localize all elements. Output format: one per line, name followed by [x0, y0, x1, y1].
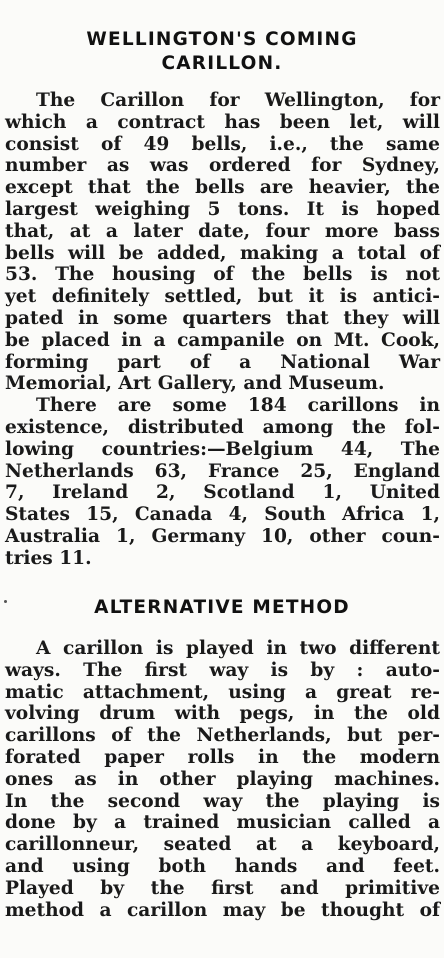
paragraph3-line: In the second way the playing is [5, 790, 440, 812]
paragraph1-line: forming part of a National War [5, 351, 440, 373]
paragraph1-line: largest weighing 5 tons. It is hoped [5, 198, 440, 220]
paragraph2-line: Australia 1, Germany 10, other coun- [5, 525, 440, 547]
paragraph3-line: forated paper rolls in the modern [5, 746, 440, 768]
headline-line-1: WELLINGTON'S COMING [86, 29, 358, 50]
paragraph1-line: which a contract has been let, will [5, 111, 440, 133]
paragraph3-line: volving drum with pegs, in the old [5, 703, 440, 725]
paragraph3-line: ways. The first way is by : auto- [5, 659, 440, 681]
paragraph3-line: method a carillon may be thought of [5, 899, 440, 921]
paragraph2-line: lowing countries:—Belgium 44, The [5, 438, 440, 460]
paragraph3-line: Played by the first and primitive [5, 877, 440, 899]
headline-line-2: CARILLON. [161, 53, 283, 74]
paragraph1-line: Memorial, Art Gallery, and Museum. [5, 373, 385, 395]
paragraph2-line: There are some 184 carillons in [36, 395, 440, 417]
paragraph1-line: except that the bells are heavier, the [5, 177, 440, 199]
paragraph3-line: carillons of the Netherlands, but per- [5, 725, 440, 747]
paragraph3-line: ones as in other playing machines. [5, 768, 440, 790]
paragraph3-line: matic attachment, using a great re- [5, 681, 440, 703]
paragraph1-line: bells will be added, making a total of [5, 242, 440, 264]
paragraph2-line: existence, distributed among the fol- [5, 416, 440, 438]
paragraph3-line: and using both hands and feet. [5, 855, 440, 877]
paragraph2-line: tries 11. [5, 547, 92, 569]
paragraph2-line: States 15, Canada 4, South Africa 1, [5, 504, 440, 526]
paragraph1-line: The Carillon for Wellington, for [36, 90, 440, 111]
paragraph3-line: carillonneur, seated at a keyboard, [5, 834, 440, 856]
paragraph1-line: number as was ordered for Sydney, [5, 155, 440, 177]
paragraph1-line: that, at a later date, four more bass [5, 220, 440, 242]
article-body-lower [0, 638, 444, 921]
section-heading: ALTERNATIVE METHOD [94, 597, 350, 618]
paragraph1-line: yet definitely settled, but it is antici- [5, 286, 440, 308]
paragraph1-line: 53. The housing of the bells is not [5, 264, 440, 286]
paragraph2-line: Netherlands 63, France 25, England [5, 460, 440, 482]
paragraph1-line: pated in some quarters that they will [5, 307, 440, 329]
paragraph3-line: done by a trained musician called a [5, 812, 440, 834]
paragraph1-line: consist of 49 bells, i.e., the same [5, 133, 440, 155]
paragraph1-line: be placed in a campanile on Mt. Cook, [5, 329, 440, 351]
paragraph2-line: 7, Ireland 2, Scotland 1, United [5, 482, 440, 504]
paragraph3-line: A carillon is played in two different [36, 638, 440, 659]
article-body-upper [0, 90, 444, 570]
